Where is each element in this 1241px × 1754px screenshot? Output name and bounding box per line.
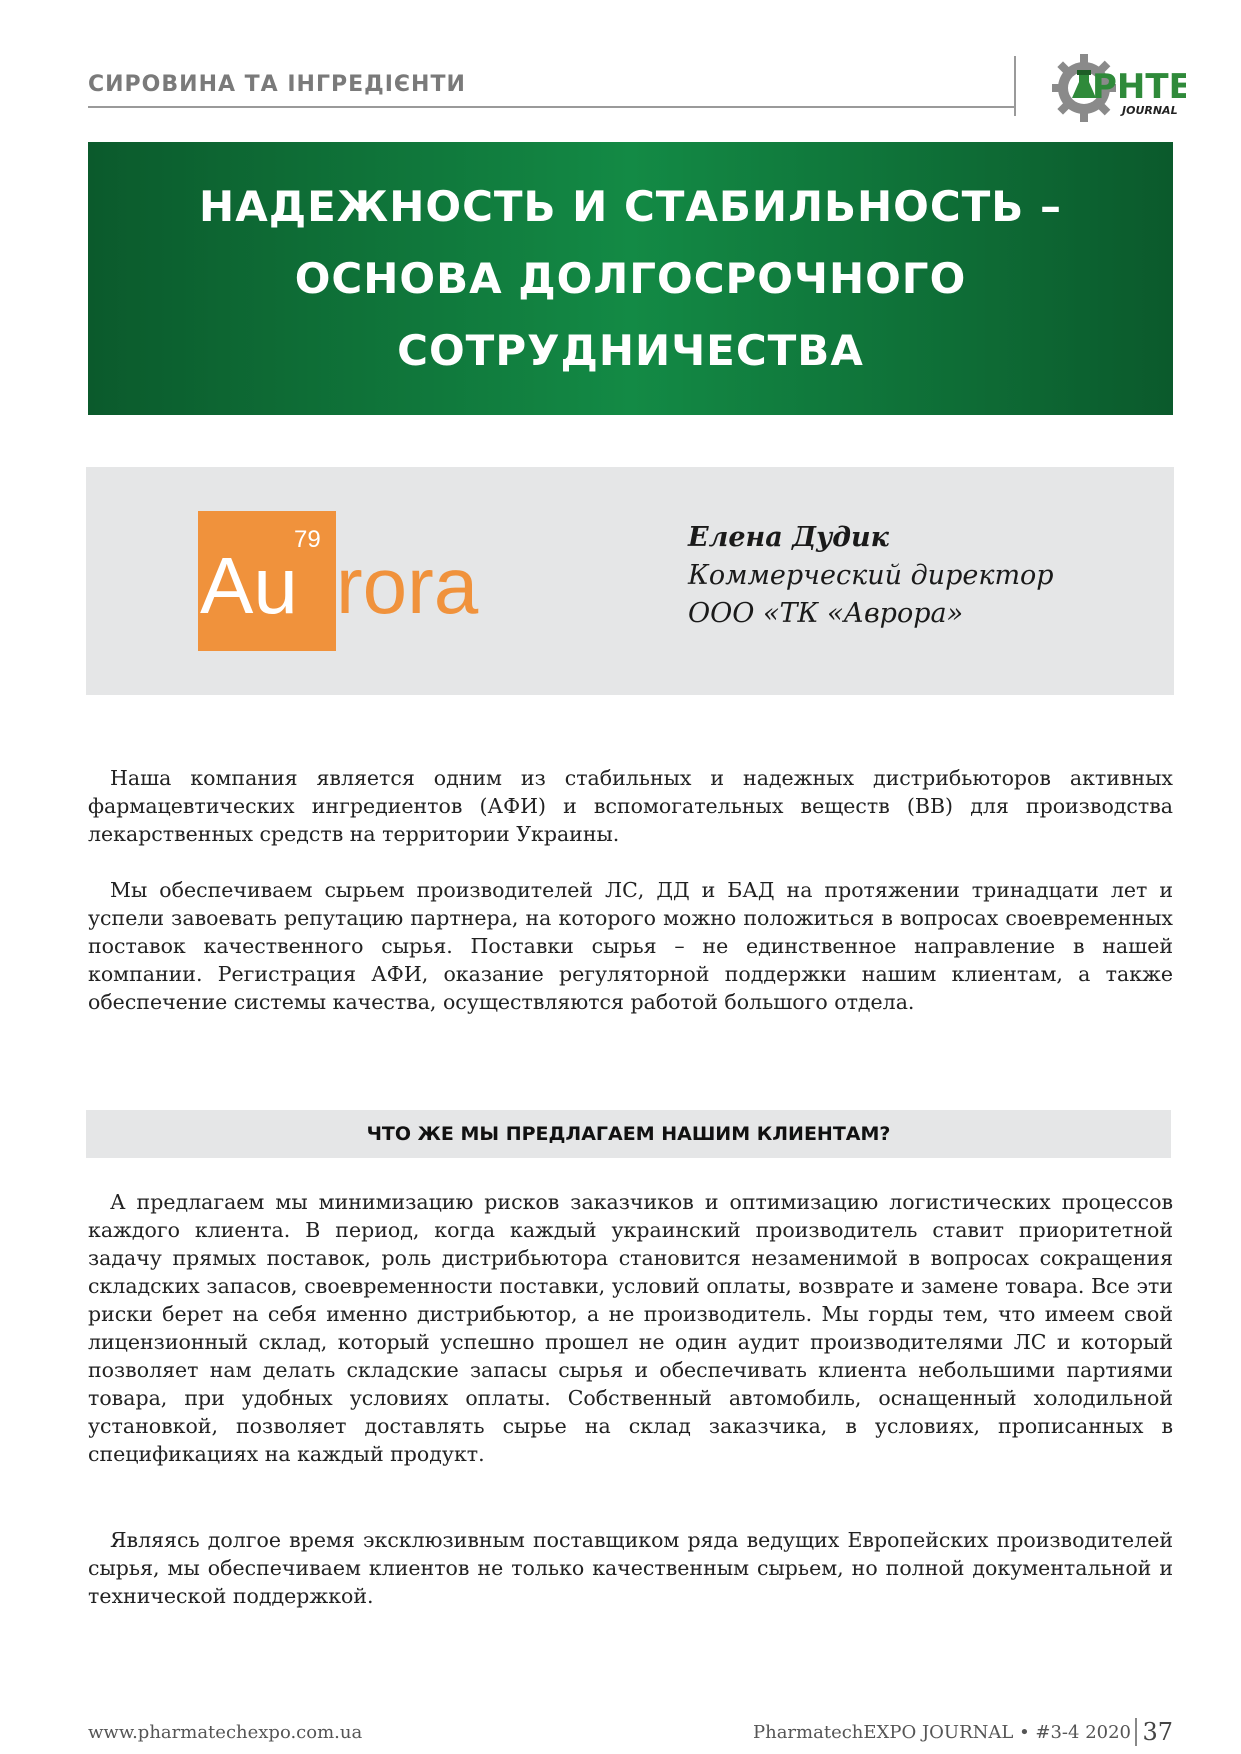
title-line-1: НАДЕЖНОСТЬ И СТАБИЛЬНОСТЬ – bbox=[199, 181, 1062, 231]
section-heading: ЧТО ЖЕ МЫ ПРЕДЛАГАЕМ НАШИМ КЛИЕНТАМ? bbox=[86, 1110, 1171, 1158]
paragraph-offer: А предлагаем мы минимизацию рисков заказчиков и оптимизацию логистических процессов каждого клиента. В период, когда каждый украинский производитель ставит приоритетной задачу прямых поставок, роль дистрибьютора становится незаменимой в вопросах сокращения складских запасов, своевременности поставки, условий оплаты, возврате и замене товара. Все эти риски берет на себя именно дистрибьютор, а не производитель. Мы горды тем, что имеем свой лицензионный склад, который успешно прошел не один аудит производителями ЛС и который позволяет нам делать складские запасы сырья и обеспечивать клиента небольшими партиями товара, при удобных условиях оплаты. Собственный автомобиль, оснащенный холодильной установкой, позволяет доставлять сырье на склад заказчика, в условиях, прописанных в спецификациях на каждый продукт. bbox=[88, 1190, 1173, 1466]
page-number: 37 bbox=[1142, 1718, 1173, 1746]
header-divider bbox=[88, 106, 1014, 108]
paragraph-intro: Наша компания является одним из стабильных и надежных дистрибьюторов активных фармацевтических ингредиентов (АФИ) и вспомогательных веществ (ВВ) для производства лекарственных средств на территории Украины. bbox=[88, 766, 1173, 846]
svg-text:PHTE: PHTE bbox=[1092, 67, 1186, 107]
svg-text:Au: Au bbox=[200, 541, 298, 630]
title-line-3: СОТРУДНИЧЕСТВА bbox=[397, 325, 864, 375]
paragraph-experience: Мы обеспечиваем сырьем производителей ЛС, ДД и БАД на протяжении тринадцати лет и успели завоевать репутацию партнера, на которого можно положиться в вопросах своевременных поставок качественного сырья. Поставки сырья – не единственное направление в нашей компании. Регистрация АФИ, оказание регуляторной поддержки нашим клиентам, а также обеспечение системы качества, осуществляются работой большого отдела. bbox=[88, 878, 1173, 1014]
header-vertical-divider bbox=[1014, 56, 1016, 116]
author-name: Елена Дудик bbox=[688, 522, 889, 553]
svg-text:rora: rora bbox=[336, 541, 479, 630]
author-position: Коммерческий директор bbox=[688, 560, 1054, 591]
svg-text:79: 79 bbox=[294, 526, 321, 553]
footer-url-link[interactable]: www.pharmatechexpo.com.ua bbox=[88, 1722, 363, 1743]
section-label: СИРОВИНА ТА ІНГРЕДІЄНТИ bbox=[88, 72, 466, 97]
author-panel bbox=[86, 467, 1174, 695]
page-header bbox=[88, 60, 1018, 116]
paragraph-exclusive: Являясь долгое время эксклюзивным поставщиком ряда ведущих Европейских производителей сырья, мы обеспечиваем клиентов не только качественным сырьем, но полной документальной и технической поддержкой. bbox=[88, 1528, 1173, 1608]
aurora-logo bbox=[198, 511, 528, 651]
footer-journal-issue: PharmatechEXPO JOURNAL • #3-4 2020 bbox=[753, 1722, 1131, 1743]
footer-divider bbox=[1135, 1718, 1137, 1746]
journal-logo-subtitle: JOURNAL bbox=[1122, 104, 1178, 117]
page-footer bbox=[88, 1718, 1173, 1748]
article-title bbox=[199, 171, 1062, 387]
article-title-banner bbox=[88, 142, 1173, 415]
journal-logo bbox=[1046, 46, 1186, 126]
title-line-2: ОСНОВА ДОЛГОСРОЧНОГО bbox=[294, 253, 967, 303]
author-company: ООО «ТК «Аврора» bbox=[688, 598, 964, 629]
author-info bbox=[688, 519, 1054, 633]
